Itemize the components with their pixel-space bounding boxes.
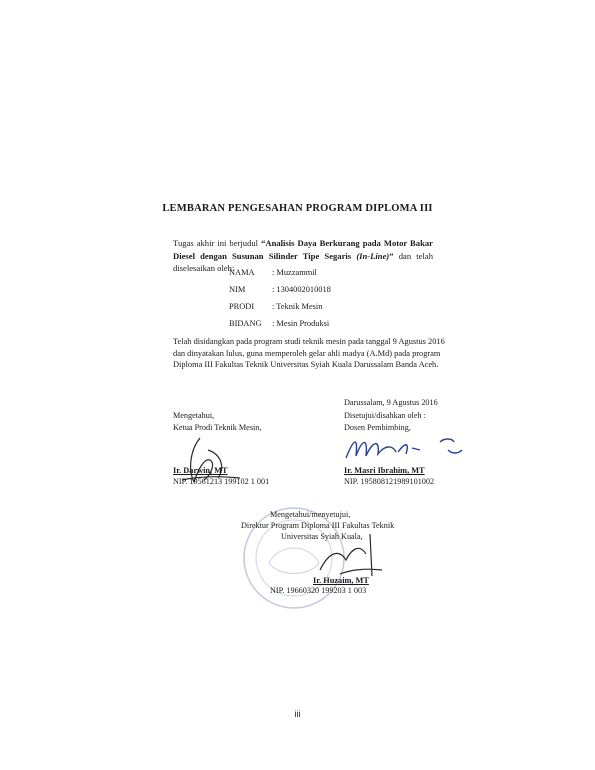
statement-paragraph: Telah disidangkan pada program studi teknik mesin pada tanggal 9 Agustus 2016 dan dinyatakan lulus, guna memperoleh gelar ahli madya (A.Md) pada program Diploma III Fakultas Teknik Universitas Syiah Kuala Darussalam Banda Aceh.	[173, 337, 445, 369]
field-label-bidang: BIDANG	[229, 319, 262, 328]
center-signer-line2: Direktur Program Diploma III Fakultas Teknik	[241, 521, 395, 530]
right-signer-name: Ir. Masri Ibrahim, MT	[344, 466, 425, 475]
field-value-nim: : 1304002010018	[272, 285, 331, 294]
field-value-bidang: : Mesin Produksi	[272, 319, 330, 328]
field-value-nama: : Muzzammil	[272, 268, 317, 277]
left-signer-nip: NIP. 19561213 199102 1 001	[173, 477, 270, 486]
thesis-title-italic: (In-Line)	[356, 250, 390, 261]
field-label-nama: NAMA	[229, 268, 255, 277]
intro-prefix: Tugas akhir ini berjudul	[173, 238, 262, 248]
field-label-nim: NIM	[229, 285, 246, 294]
center-signer-name: Ir. Huzaim, MT	[313, 576, 369, 585]
right-signer-nip: NIP. 195808121989101002	[344, 477, 435, 486]
left-signer-name: Ir. Darwin, MT	[173, 466, 228, 475]
center-signer-line3: Universitas Syiah Kuala,	[281, 532, 363, 541]
center-signer-nip: NIP. 19660320 199203 1 003	[270, 586, 367, 595]
thesis-title: “Analisis Daya Berkurang pada Motor Bakar Diesel dengan Susunan Silinder Tipe Segaris	[173, 238, 433, 261]
left-signer-line1: Mengetahui,	[173, 411, 215, 420]
field-value-prodi: : Teknik Mesin	[272, 302, 323, 311]
right-signer-line1: Disetujui/disahkan oleh :	[344, 411, 426, 420]
page-title: LEMBARAN PENGESAHAN PROGRAM DIPLOMA III	[162, 203, 433, 214]
intro-suffix: dan telah diselesaikan oleh:	[173, 250, 433, 273]
place-date: Darussalam, 9 Agustus 2016	[344, 398, 438, 407]
thesis-title-end: ”	[389, 250, 394, 261]
center-signature	[310, 530, 390, 580]
page-number: iii	[294, 709, 301, 719]
left-signer-line2: Ketua Prodi Teknik Mesin,	[173, 423, 262, 432]
center-signer-line1: Mengetahui/menyetujui,	[270, 510, 351, 519]
field-label-prodi: PRODI	[229, 302, 255, 311]
right-signature	[340, 428, 470, 468]
right-signer-line2: Dosen Pembimbing,	[344, 423, 411, 432]
